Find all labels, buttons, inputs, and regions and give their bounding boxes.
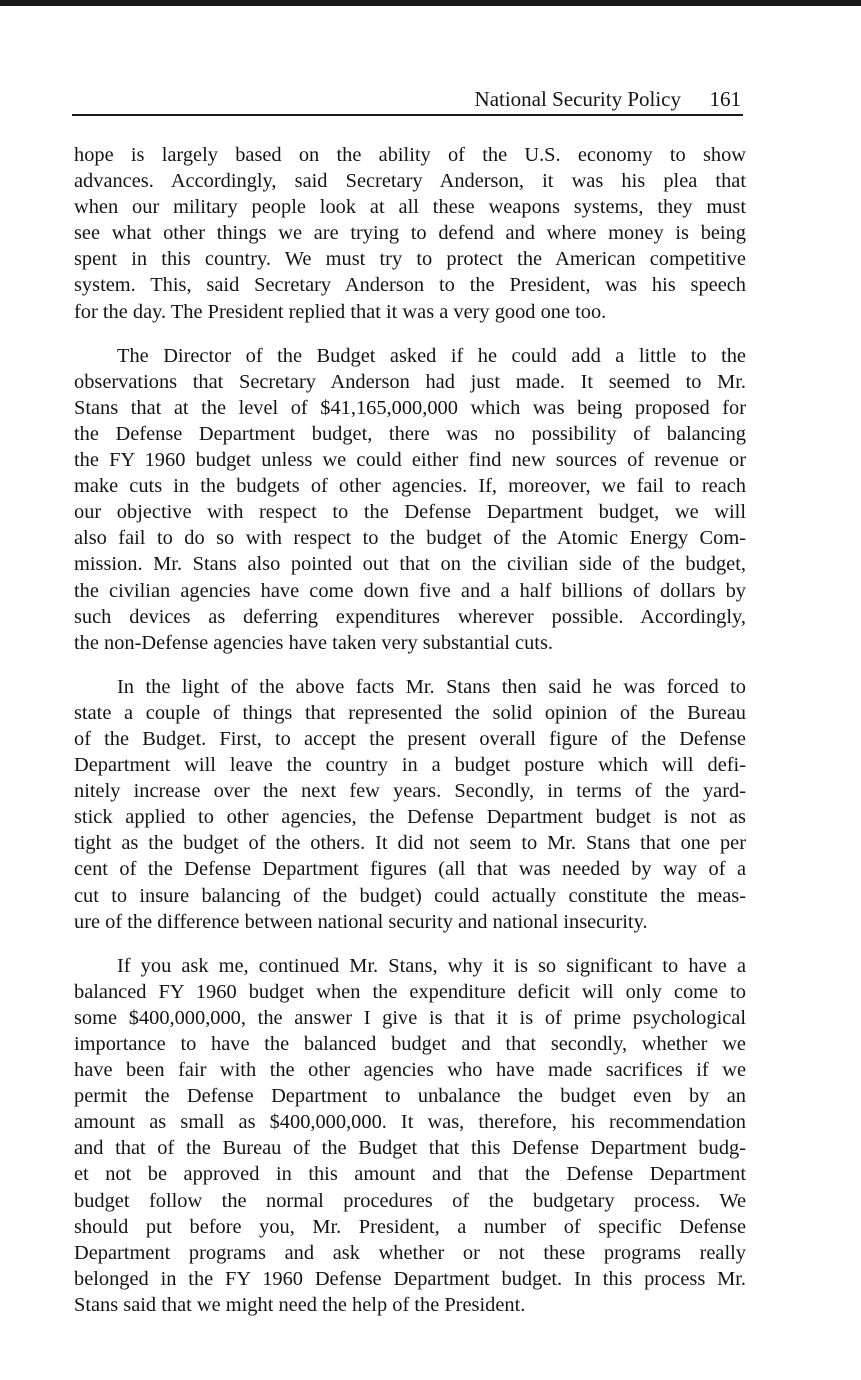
running-header <box>72 84 743 116</box>
paragraph-bureau-opinion <box>74 674 746 935</box>
paragraph-balanced-budget <box>74 953 746 1318</box>
text-line: advances. Accordingly, said Secretary Anderson, it was his plea that <box>74 170 746 193</box>
text-line: Stans said that we might need the help of the President. <box>74 1293 526 1316</box>
text-line: nitely increase over the next few years. Secondly, in terms of the yard- <box>74 780 746 803</box>
text-line: observations that Secretary Anderson had just made. It seemed to Mr. <box>74 370 746 393</box>
paragraph-continuation <box>74 142 746 325</box>
text-line: tight as the budget of the others. It did not seem to Mr. Stans that one per <box>74 832 746 855</box>
text-line: mission. Mr. Stans also pointed out that on the civilian side of the budget, <box>74 553 746 576</box>
text-line: stick applied to other agencies, the Defense Department budget is not as <box>74 806 746 829</box>
text-line: the non-Defense agencies have taken very substantial cuts. <box>74 631 554 654</box>
text-line: also fail to do so with respect to the budget of the Atomic Energy Com- <box>74 527 746 550</box>
page-body <box>74 142 746 1336</box>
text-line: permit the Defense Department to unbalance the budget even by an <box>74 1085 746 1108</box>
text-line: should put before you, Mr. President, a number of specific Defense <box>74 1215 746 1238</box>
scan-edge-shadow <box>0 0 861 6</box>
text-line: If you ask me, continued Mr. Stans, why it is so significant to have a <box>117 954 746 977</box>
text-line: importance to have the balanced budget and that secondly, whether we <box>74 1033 746 1055</box>
text-line: see what other things we are trying to defend and where money is being <box>74 222 746 245</box>
text-line: ure of the difference between national security and national insecurity. <box>74 910 648 933</box>
text-line: for the day. The President replied that it was a very good one too. <box>74 300 607 323</box>
text-line: of the Budget. First, to accept the present overall figure of the Defense <box>74 727 746 750</box>
text-line: and that of the Bureau of the Budget that this Defense Department budg- <box>74 1137 746 1160</box>
text-line: our objective with respect to the Defense Department budget, we will <box>74 501 746 524</box>
text-line: balanced FY 1960 budget when the expenditure deficit will only come to <box>74 980 746 1003</box>
text-line: hope is largely based on the ability of the U.S. economy to show <box>74 144 746 166</box>
text-line: budget follow the normal procedures of the budgetary process. We <box>74 1189 746 1212</box>
text-line: amount as small as $400,000,000. It was, therefore, his recommendation <box>74 1111 746 1134</box>
text-line: cent of the Defense Department figures (all that was needed by way of a <box>74 858 746 881</box>
text-line: Department will leave the country in a budget posture which will defi- <box>74 754 746 777</box>
running-header-title: National Security Policy <box>474 87 681 111</box>
text-line: system. This, said Secretary Anderson to the President, was his speech <box>74 274 746 297</box>
text-line: the FY 1960 budget unless we could either find new sources of revenue or <box>74 449 746 472</box>
text-line: Department programs and ask whether or not these programs really <box>74 1241 746 1264</box>
text-line: spent in this country. We must try to protect the American competitive <box>74 248 746 271</box>
paragraph-budget-director <box>74 343 746 656</box>
page-number: 161 <box>709 87 741 111</box>
text-line: et not be approved in this amount and that the Defense Department <box>74 1163 746 1186</box>
text-line: the civilian agencies have come down five and a half billions of dollars by <box>74 579 746 602</box>
text-line: The Director of the Budget asked if he could add a little to the <box>117 344 746 367</box>
text-line: have been fair with the other agencies who have made sacrifices if we <box>74 1059 746 1082</box>
text-line: In the light of the above facts Mr. Stans then said he was forced to <box>117 675 746 698</box>
text-line: belonged in the FY 1960 Defense Department budget. In this process Mr. <box>74 1267 746 1290</box>
text-line: some $400,000,000, the answer I give is that it is of prime psychological <box>74 1006 746 1029</box>
text-line: Stans that at the level of $41,165,000,000 which was being proposed for <box>74 396 746 419</box>
text-line: when our military people look at all these weapons systems, they must <box>74 196 746 219</box>
text-line: such devices as deferring expenditures wherever possible. Accordingly, <box>74 605 746 628</box>
text-line: cut to insure balancing of the budget) could actually constitute the meas- <box>74 884 746 907</box>
text-line: make cuts in the budgets of other agencies. If, moreover, we fail to reach <box>74 475 746 498</box>
text-line: the Defense Department budget, there was no possibility of balancing <box>74 422 746 445</box>
text-line: state a couple of things that represented the solid opinion of the Bureau <box>74 701 746 724</box>
